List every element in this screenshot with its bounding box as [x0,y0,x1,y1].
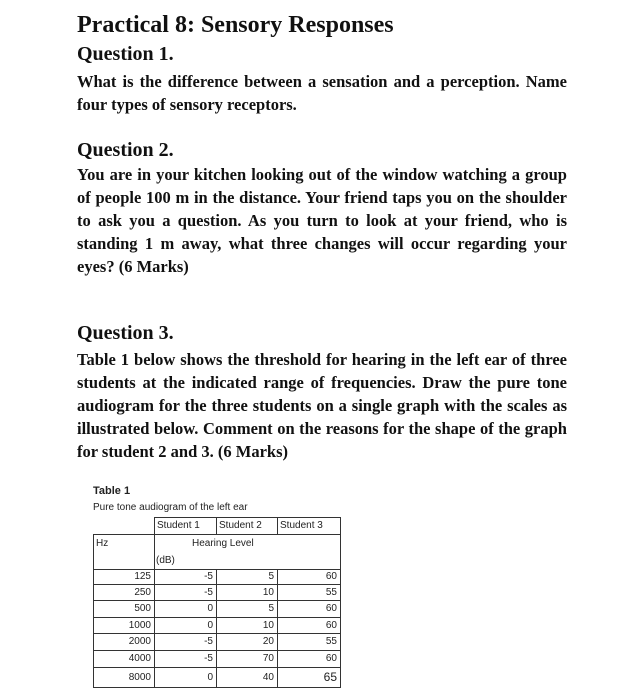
table-cell-student-2: 20 [262,636,274,647]
table-cell-hz: 250 [134,587,151,598]
hz-header: Hz [96,538,109,549]
table-label: Table 1 [93,485,131,497]
table-cell-student-3: 60 [325,620,337,631]
table-cell-student-1: 0 [207,620,213,631]
hearing-level-header: Hearing Level [192,538,254,549]
column-header-student-3: Student 3 [280,520,323,531]
question-2-text: You are in your kitchen looking out of the window watching a group of people 100 m in the distance. Your friend taps you on the shoulder to ask you a question. As you turn to look at your friend, who is standing 1 m away, what three changes will occur regarding your eyes? (6 Marks) [77,165,567,276]
table-cell-student-2: 10 [262,620,274,631]
question-3-text: Table 1 below shows the threshold for hearing in the left ear of three students at the indicated range of frequencies. Draw the pure tone audiogram for the three students on a single graph with the scales as illustrated below. Comment on the reasons for the shape of the graph for student 2 and 3. (6 Marks) [77,350,567,461]
table-cell-student-3: 60 [325,653,337,664]
table-cell-hz: 4000 [128,653,151,664]
question-1-heading: Question 1. [77,43,174,65]
column-header-student-2: Student 2 [219,520,262,531]
table-cell-student-3: 65 [323,670,337,684]
table-cell-student-2: 70 [262,653,274,664]
table-cell-student-1: -5 [204,587,213,598]
hearing-threshold-table [93,517,341,688]
table-cell-hz: 2000 [128,636,151,647]
table-caption: Pure tone audiogram of the left ear [93,502,248,513]
table-cell-student-3: 55 [325,636,337,647]
question-1-text: What is the difference between a sensation and a perception. Name four types of sensory receptors. [77,72,567,114]
table-cell-student-1: 0 [207,603,213,614]
table-cell-student-2: 5 [268,571,274,582]
table-cell-student-3: 60 [325,603,337,614]
table-cell-student-1: -5 [204,571,213,582]
table-cell-student-2: 5 [268,603,274,614]
table-cell-hz: 500 [134,603,151,614]
question-2-heading: Question 2. [77,139,174,161]
table-cell-student-1: -5 [204,636,213,647]
table-cell-hz: 1000 [128,620,151,631]
table-cell-student-1: -5 [204,653,213,664]
table-cell-student-1: 0 [207,672,213,683]
table-cell-hz: 125 [134,571,151,582]
table-cell-student-2: 10 [262,587,274,598]
page-title: Practical 8: Sensory Responses [77,12,394,38]
table-cell-student-2: 40 [262,672,274,683]
column-header-student-1: Student 1 [157,520,200,531]
table-cell-student-3: 60 [325,571,337,582]
table-cell-student-3: 55 [325,587,337,598]
question-3-heading: Question 3. [77,322,174,344]
table-cell-hz: 8000 [128,672,151,683]
db-unit-label: (dB) [156,555,175,566]
